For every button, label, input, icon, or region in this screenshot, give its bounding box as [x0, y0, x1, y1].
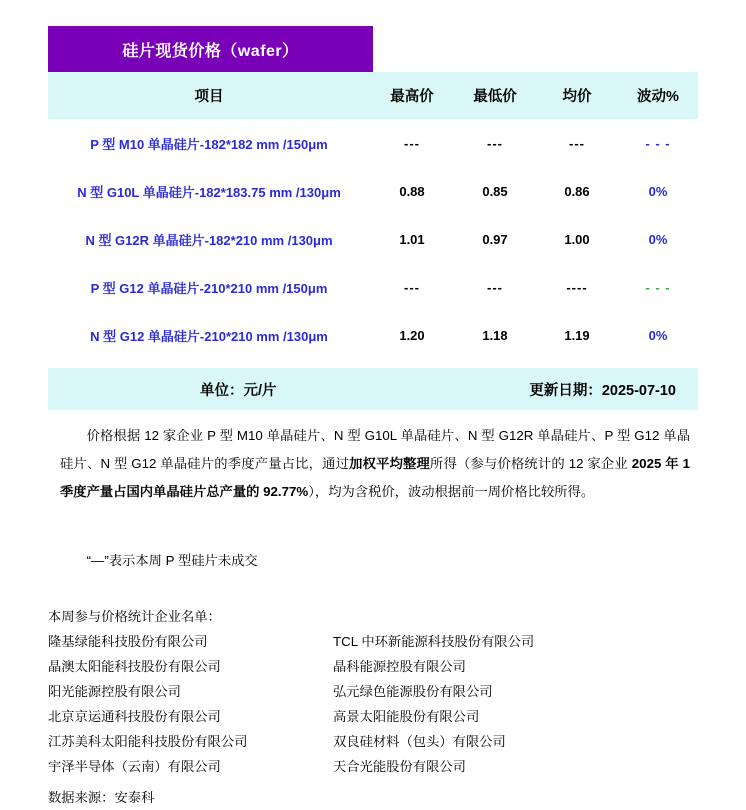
- list-item: 双良硅材料（包头）有限公司: [333, 734, 506, 749]
- row-high-price: 1.01: [370, 215, 454, 263]
- table-row: [48, 119, 698, 167]
- list-item: 晶澳太阳能科技股份有限公司: [48, 659, 221, 674]
- notes-p1-part2: 所得（参与价格统计的 12 家企业: [430, 456, 632, 471]
- table-row: [48, 311, 698, 359]
- row-avg-price: ----: [536, 263, 618, 311]
- row-fluctuation: - - -: [618, 263, 698, 311]
- column-header-avg: 均价: [536, 72, 618, 119]
- row-avg-price: 1.00: [536, 215, 618, 263]
- row-item-name: N 型 G12 单晶硅片-210*210 mm /130μm: [48, 311, 370, 359]
- table-footer: [48, 368, 698, 410]
- company-list-block: [48, 604, 698, 810]
- list-item: 北京京运通科技股份有限公司: [48, 709, 221, 724]
- update-date-label: 更新日期：2025-07-10: [529, 382, 676, 399]
- row-item-name: P 型 M10 单晶硅片-182*182 mm /150μm: [48, 119, 370, 167]
- notes-paragraph-1: [60, 422, 690, 506]
- table-row: [48, 167, 698, 215]
- list-item: 江苏美科太阳能科技股份有限公司: [48, 734, 248, 749]
- section-title-bar: [48, 26, 373, 72]
- unit-label: 单位：元/片: [200, 382, 277, 399]
- page-title: 硅片现货价格（wafer）: [122, 42, 299, 60]
- wafer-price-table: [48, 72, 698, 359]
- row-fluctuation: 0%: [618, 311, 698, 359]
- notes-p1-bold2: 2025 年 1 季度产量占国内单晶硅片总产量的 92.77%: [60, 456, 691, 499]
- list-item: 隆基绿能科技股份有限公司: [48, 634, 208, 649]
- list-item: 阳光能源控股有限公司: [48, 684, 181, 699]
- row-high-price: 0.88: [370, 167, 454, 215]
- row-high-price: ---: [370, 263, 454, 311]
- list-item: 晶科能源控股有限公司: [333, 659, 466, 674]
- row-item-name: N 型 G10L 单晶硅片-182*183.75 mm /130μm: [48, 167, 370, 215]
- row-avg-price: 1.19: [536, 311, 618, 359]
- notes-p1-part3: ），均为含税价，波动根据前一周价格比较所得。: [308, 484, 595, 499]
- table-header-row: [48, 72, 698, 119]
- row-fluctuation: 0%: [618, 215, 698, 263]
- company-list-header: 本周参与价格统计企业名单：: [48, 609, 221, 624]
- row-high-price: ---: [370, 119, 454, 167]
- column-header-low: 最低价: [454, 72, 536, 119]
- list-item: 宇泽半导体（云南）有限公司: [48, 759, 221, 774]
- column-header-high: 最高价: [370, 72, 454, 119]
- notes-paragraph-2-wrapper: [60, 547, 690, 575]
- list-item: 弘元绿色能源股份有限公司: [333, 684, 493, 699]
- row-low-price: 0.85: [454, 167, 536, 215]
- row-fluctuation: 0%: [618, 167, 698, 215]
- row-item-name: P 型 G12 单晶硅片-210*210 mm /150μm: [48, 263, 370, 311]
- row-high-price: 1.20: [370, 311, 454, 359]
- list-item: 天合光能股份有限公司: [333, 759, 466, 774]
- column-header-item: 项目: [48, 72, 370, 119]
- data-source-label: 数据来源：安泰科: [48, 790, 155, 805]
- table-row: [48, 263, 698, 311]
- table-row: [48, 215, 698, 263]
- row-low-price: ---: [454, 263, 536, 311]
- row-avg-price: ---: [536, 119, 618, 167]
- row-avg-price: 0.86: [536, 167, 618, 215]
- row-low-price: 0.97: [454, 215, 536, 263]
- row-low-price: 1.18: [454, 311, 536, 359]
- column-header-fluctuation: 波动%: [618, 72, 698, 119]
- row-fluctuation: - - -: [618, 119, 698, 167]
- list-item: 高景太阳能股份有限公司: [333, 709, 480, 724]
- notes-paragraph-block: [60, 422, 690, 506]
- notes-paragraph-2: “—”表示本周 P 型硅片未成交: [86, 553, 258, 568]
- company-list-grid: [48, 629, 698, 779]
- notes-p1-part1: 价格根据 12 家企业 P 型 M10 单晶硅片、N 型 G10L 单晶硅片、N 型 G12R 单晶硅片、P 型 G12 单晶硅片、N 型 G12 单晶硅片的季度产量占比，通过: [60, 428, 690, 471]
- row-item-name: N 型 G12R 单晶硅片-182*210 mm /130μm: [48, 215, 370, 263]
- row-low-price: ---: [454, 119, 536, 167]
- notes-p1-bold1: 加权平均整理: [349, 456, 431, 471]
- list-item: TCL 中环新能源科技股份有限公司: [333, 634, 535, 649]
